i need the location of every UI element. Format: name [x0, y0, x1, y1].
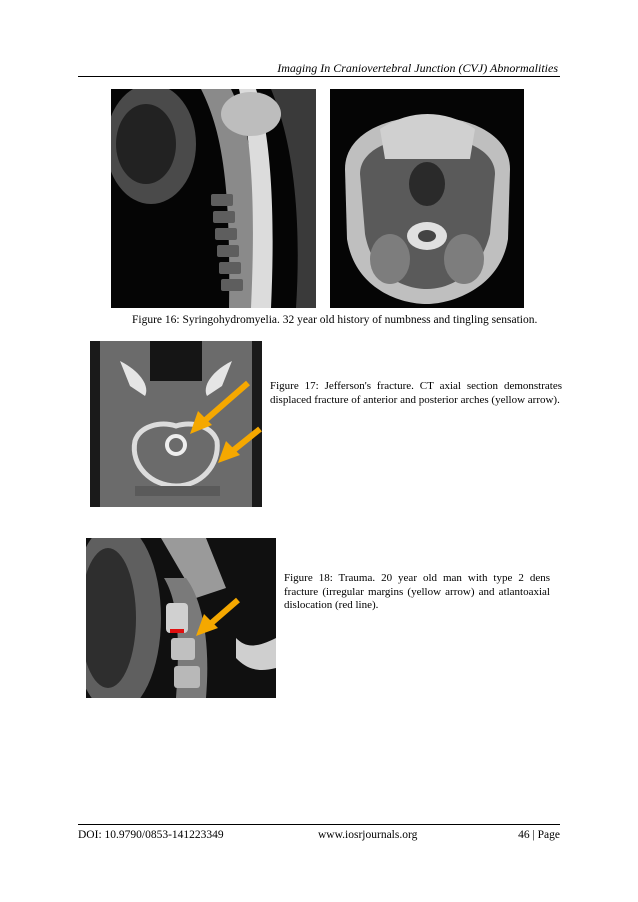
- header-rule: [78, 76, 560, 77]
- figure-16-caption: Figure 16: Syringohydromyelia. 32 year old history of numbness and tingling sensation.: [132, 314, 538, 326]
- figure-17-ct-axial: [90, 341, 262, 507]
- footer-website: www.iosrjournals.org: [318, 829, 418, 841]
- page-header-title: Imaging In Craniovertebral Junction (CVJ) Abnormalities: [277, 61, 558, 75]
- figure-18-caption: Figure 18: Trauma. 20 year old man with type 2 dens fracture (irregular margins (yellow arrow) and atlantoaxial dislocation (red line).: [284, 572, 550, 611]
- footer-doi: DOI: 10.9790/0853-141223349: [78, 829, 224, 841]
- figure-18-ct-sagittal: [86, 538, 276, 698]
- footer-rule: [78, 824, 560, 825]
- figure-16-axial-mri: [330, 89, 524, 308]
- figure-17-caption: Figure 17: Jefferson's fracture. CT axial section demonstrates displaced fracture of anterior and posterior arches (yellow arrow).: [270, 380, 562, 406]
- footer-page-number: 46 | Page: [518, 829, 560, 841]
- figure-16-sagittal-mri: [111, 89, 316, 308]
